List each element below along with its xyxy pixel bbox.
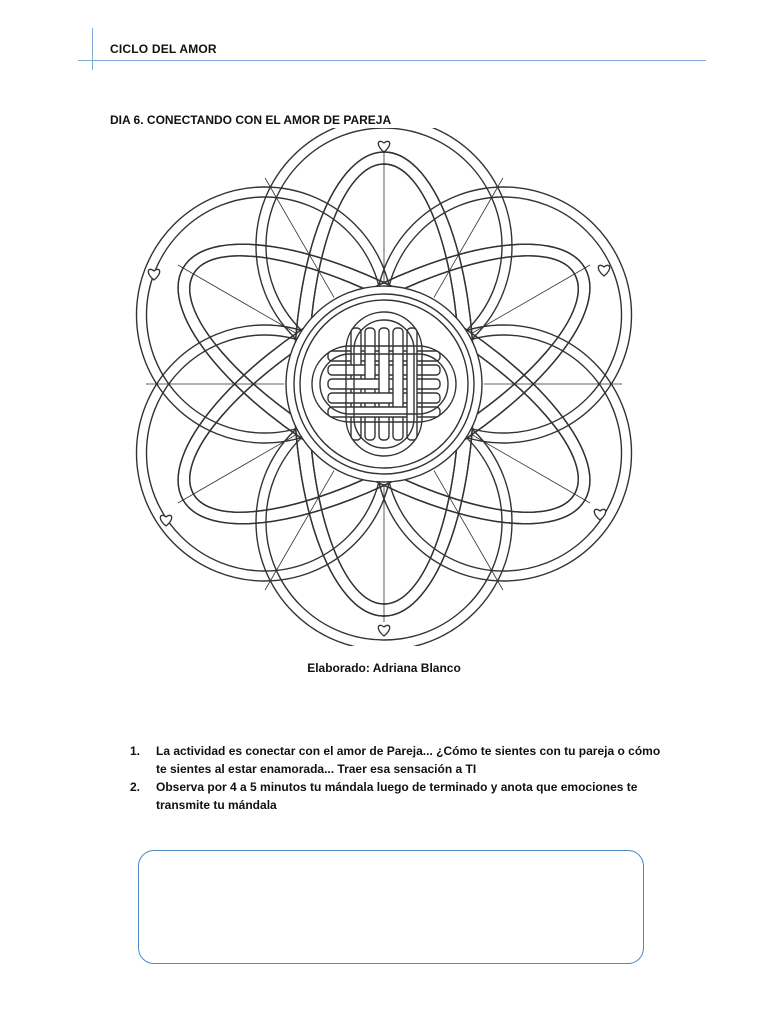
mandala-drawing xyxy=(110,128,658,646)
star-line xyxy=(434,471,503,591)
section-title: DIA 6. CONECTANDO CON EL AMOR DE PAREJA xyxy=(110,113,392,127)
star-line xyxy=(434,178,503,298)
knot-strand xyxy=(393,328,403,440)
knot-strand xyxy=(328,393,440,403)
instruction-list xyxy=(130,742,670,814)
header-vertical-rule xyxy=(92,28,93,70)
answer-text-box[interactable] xyxy=(138,850,644,964)
heart-icon xyxy=(598,265,609,276)
instruction-number: 2. xyxy=(130,780,141,794)
header-title: CICLO DEL AMOR xyxy=(110,42,217,56)
heart-icon xyxy=(594,509,605,520)
star-line xyxy=(265,471,334,591)
instruction-text: La actividad es conectar con el amor de Pareja... ¿Cómo te sientes con tu pareja o cómo te sientes al estar enamorada... Traer esa sensación a TI xyxy=(156,744,661,776)
header-horizontal-rule xyxy=(78,60,706,61)
heart-icon xyxy=(148,269,159,280)
star-line xyxy=(265,178,334,298)
instruction-number: 1. xyxy=(130,744,141,758)
author-credit: Elaborado: Adriana Blanco xyxy=(307,661,461,675)
instruction-item xyxy=(130,742,670,778)
mandala-illustration xyxy=(110,128,658,646)
knot-strand xyxy=(379,328,389,440)
knot-strand xyxy=(407,328,417,440)
heart-icon xyxy=(378,625,389,636)
heart-icon xyxy=(378,141,389,152)
instruction-item xyxy=(130,778,670,814)
instruction-text: Observa por 4 a 5 minutos tu mándala luego de terminado y anota que emociones te transmite tu mándala xyxy=(156,780,638,812)
knot-strand xyxy=(328,407,440,417)
